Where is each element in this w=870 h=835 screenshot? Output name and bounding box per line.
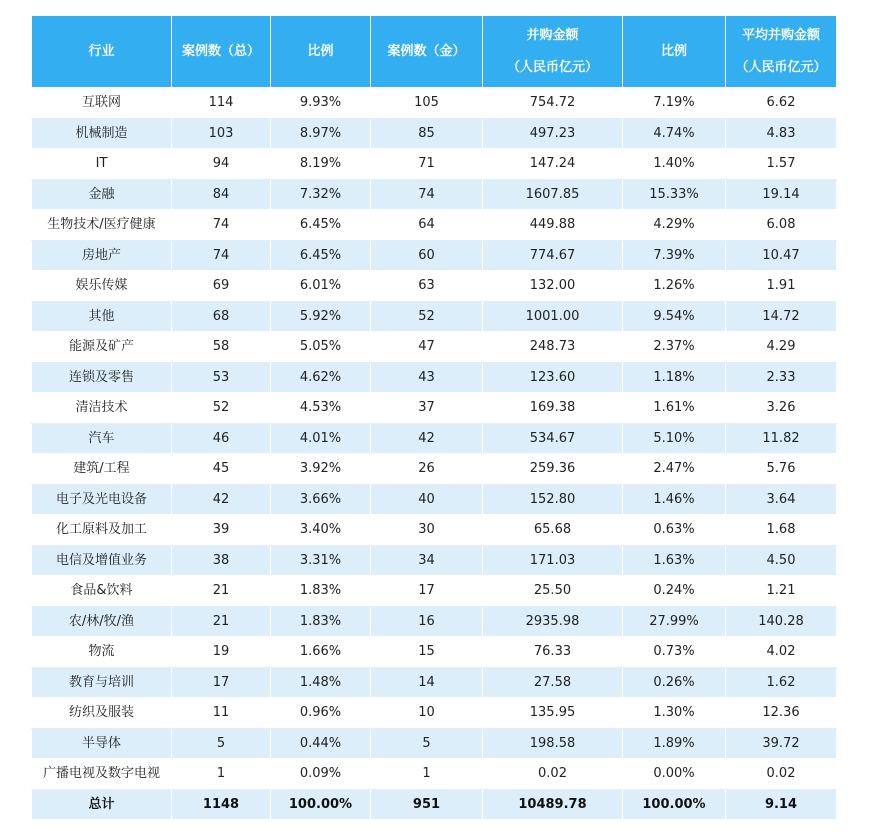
cell-ratio-amount: 0.26% bbox=[623, 667, 726, 698]
table-row bbox=[32, 515, 837, 546]
cell-avg-deal-amount: 19.14 bbox=[726, 179, 837, 210]
table-row bbox=[32, 179, 837, 210]
cell-ratio-amount: 9.54% bbox=[623, 301, 726, 332]
cell-deal-amount: 171.03 bbox=[483, 545, 623, 576]
cell-ratio-amount: 5.10% bbox=[623, 423, 726, 454]
table-row bbox=[32, 698, 837, 729]
table-row bbox=[32, 393, 837, 424]
cell-ratio-cases: 9.93% bbox=[271, 88, 371, 119]
total-cell-deal-amount: 10489.78 bbox=[483, 789, 623, 820]
cell-industry: 能源及矿产 bbox=[32, 332, 172, 363]
cell-deal-amount: 259.36 bbox=[483, 454, 623, 485]
cell-cases-disclosed: 40 bbox=[371, 484, 483, 515]
cell-industry: 汽车 bbox=[32, 423, 172, 454]
column-header-industry bbox=[32, 16, 172, 88]
table-row bbox=[32, 728, 837, 759]
column-header-unit: （人民币亿元） bbox=[735, 59, 827, 75]
cell-deal-amount: 27.58 bbox=[483, 667, 623, 698]
table-row bbox=[32, 484, 837, 515]
cell-cases-disclosed: 15 bbox=[371, 637, 483, 668]
cell-avg-deal-amount: 12.36 bbox=[726, 698, 837, 729]
cell-cases-total: 114 bbox=[172, 88, 271, 119]
cell-avg-deal-amount: 4.29 bbox=[726, 332, 837, 363]
cell-deal-amount: 534.67 bbox=[483, 423, 623, 454]
cell-cases-total: 45 bbox=[172, 454, 271, 485]
cell-ratio-cases: 6.45% bbox=[271, 240, 371, 271]
cell-avg-deal-amount: 4.83 bbox=[726, 118, 837, 149]
total-cell-ratio-cases: 100.00% bbox=[271, 789, 371, 820]
cell-deal-amount: 76.33 bbox=[483, 637, 623, 668]
cell-cases-disclosed: 47 bbox=[371, 332, 483, 363]
cell-ratio-amount: 7.19% bbox=[623, 88, 726, 119]
column-header-ratio-amount bbox=[623, 16, 726, 88]
cell-industry: 连锁及零售 bbox=[32, 362, 172, 393]
cell-avg-deal-amount: 10.47 bbox=[726, 240, 837, 271]
cell-ratio-amount: 0.63% bbox=[623, 515, 726, 546]
cell-ratio-amount: 0.24% bbox=[623, 576, 726, 607]
cell-industry: 生物技术/医疗健康 bbox=[32, 210, 172, 241]
cell-ratio-cases: 5.92% bbox=[271, 301, 371, 332]
column-header-label: 平均并购金额 bbox=[741, 27, 820, 43]
cell-cases-disclosed: 1 bbox=[371, 759, 483, 790]
cell-avg-deal-amount: 5.76 bbox=[726, 454, 837, 485]
cell-avg-deal-amount: 1.68 bbox=[726, 515, 837, 546]
cell-avg-deal-amount: 4.02 bbox=[726, 637, 837, 668]
cell-cases-disclosed: 34 bbox=[371, 545, 483, 576]
ma-industry-table bbox=[31, 15, 837, 820]
cell-deal-amount: 169.38 bbox=[483, 393, 623, 424]
cell-industry: 广播电视及数字电视 bbox=[32, 759, 172, 790]
cell-cases-disclosed: 63 bbox=[371, 271, 483, 302]
cell-ratio-cases: 4.01% bbox=[271, 423, 371, 454]
cell-ratio-cases: 0.44% bbox=[271, 728, 371, 759]
column-header-cases-total bbox=[172, 16, 271, 88]
cell-cases-total: 74 bbox=[172, 210, 271, 241]
cell-cases-disclosed: 85 bbox=[371, 118, 483, 149]
cell-deal-amount: 65.68 bbox=[483, 515, 623, 546]
column-header-deal-amount bbox=[483, 16, 623, 88]
cell-deal-amount: 132.00 bbox=[483, 271, 623, 302]
column-header-label: 案例数（金） bbox=[387, 43, 466, 59]
cell-cases-total: 103 bbox=[172, 118, 271, 149]
cell-industry: 建筑/工程 bbox=[32, 454, 172, 485]
cell-cases-disclosed: 5 bbox=[371, 728, 483, 759]
cell-deal-amount: 497.23 bbox=[483, 118, 623, 149]
cell-avg-deal-amount: 1.21 bbox=[726, 576, 837, 607]
total-cell-ratio-amount: 100.00% bbox=[623, 789, 726, 820]
cell-cases-disclosed: 71 bbox=[371, 149, 483, 180]
table-row bbox=[32, 606, 837, 637]
table-row bbox=[32, 759, 837, 790]
cell-cases-total: 68 bbox=[172, 301, 271, 332]
cell-deal-amount: 198.58 bbox=[483, 728, 623, 759]
column-header-ratio-cases bbox=[271, 16, 371, 88]
cell-cases-total: 52 bbox=[172, 393, 271, 424]
cell-ratio-amount: 4.74% bbox=[623, 118, 726, 149]
cell-industry: 物流 bbox=[32, 637, 172, 668]
table-row bbox=[32, 545, 837, 576]
cell-ratio-amount: 1.63% bbox=[623, 545, 726, 576]
cell-ratio-cases: 1.48% bbox=[271, 667, 371, 698]
cell-deal-amount: 0.02 bbox=[483, 759, 623, 790]
column-header-label: 行业 bbox=[88, 43, 115, 59]
total-row bbox=[32, 789, 837, 820]
cell-cases-total: 46 bbox=[172, 423, 271, 454]
table-row bbox=[32, 423, 837, 454]
cell-cases-disclosed: 64 bbox=[371, 210, 483, 241]
cell-ratio-amount: 1.30% bbox=[623, 698, 726, 729]
cell-deal-amount: 248.73 bbox=[483, 332, 623, 363]
cell-ratio-cases: 3.31% bbox=[271, 545, 371, 576]
table-row bbox=[32, 88, 837, 119]
cell-deal-amount: 754.72 bbox=[483, 88, 623, 119]
table-body bbox=[32, 88, 837, 790]
cell-cases-total: 1 bbox=[172, 759, 271, 790]
cell-avg-deal-amount: 6.08 bbox=[726, 210, 837, 241]
column-header-cases-disclosed bbox=[371, 16, 483, 88]
header-row bbox=[32, 16, 837, 88]
cell-industry: 机械制造 bbox=[32, 118, 172, 149]
cell-deal-amount: 135.95 bbox=[483, 698, 623, 729]
ma-industry-table-container bbox=[31, 15, 836, 820]
cell-cases-disclosed: 60 bbox=[371, 240, 483, 271]
table-row bbox=[32, 301, 837, 332]
cell-ratio-cases: 6.45% bbox=[271, 210, 371, 241]
cell-deal-amount: 2935.98 bbox=[483, 606, 623, 637]
cell-cases-total: 21 bbox=[172, 576, 271, 607]
cell-ratio-cases: 1.83% bbox=[271, 606, 371, 637]
total-cell-industry: 总计 bbox=[32, 789, 172, 820]
cell-ratio-amount: 1.46% bbox=[623, 484, 726, 515]
cell-industry: 其他 bbox=[32, 301, 172, 332]
cell-cases-disclosed: 52 bbox=[371, 301, 483, 332]
table-row bbox=[32, 240, 837, 271]
table-row bbox=[32, 118, 837, 149]
cell-ratio-amount: 1.89% bbox=[623, 728, 726, 759]
cell-cases-total: 19 bbox=[172, 637, 271, 668]
cell-avg-deal-amount: 1.91 bbox=[726, 271, 837, 302]
cell-ratio-amount: 0.00% bbox=[623, 759, 726, 790]
cell-ratio-cases: 3.92% bbox=[271, 454, 371, 485]
cell-cases-disclosed: 17 bbox=[371, 576, 483, 607]
cell-ratio-amount: 1.61% bbox=[623, 393, 726, 424]
cell-industry: 房地产 bbox=[32, 240, 172, 271]
cell-cases-disclosed: 74 bbox=[371, 179, 483, 210]
cell-cases-total: 84 bbox=[172, 179, 271, 210]
cell-cases-total: 74 bbox=[172, 240, 271, 271]
cell-cases-total: 38 bbox=[172, 545, 271, 576]
cell-avg-deal-amount: 39.72 bbox=[726, 728, 837, 759]
cell-ratio-amount: 2.37% bbox=[623, 332, 726, 363]
cell-cases-disclosed: 37 bbox=[371, 393, 483, 424]
cell-ratio-amount: 0.73% bbox=[623, 637, 726, 668]
cell-avg-deal-amount: 1.62 bbox=[726, 667, 837, 698]
cell-cases-disclosed: 43 bbox=[371, 362, 483, 393]
cell-ratio-cases: 1.83% bbox=[271, 576, 371, 607]
cell-industry: 娱乐传媒 bbox=[32, 271, 172, 302]
cell-industry: 金融 bbox=[32, 179, 172, 210]
cell-deal-amount: 147.24 bbox=[483, 149, 623, 180]
cell-avg-deal-amount: 3.64 bbox=[726, 484, 837, 515]
cell-industry: 互联网 bbox=[32, 88, 172, 119]
cell-cases-disclosed: 105 bbox=[371, 88, 483, 119]
cell-avg-deal-amount: 11.82 bbox=[726, 423, 837, 454]
cell-avg-deal-amount: 4.50 bbox=[726, 545, 837, 576]
table-row bbox=[32, 210, 837, 241]
cell-cases-total: 39 bbox=[172, 515, 271, 546]
cell-cases-total: 69 bbox=[172, 271, 271, 302]
table-row bbox=[32, 576, 837, 607]
cell-ratio-amount: 1.26% bbox=[623, 271, 726, 302]
cell-cases-disclosed: 16 bbox=[371, 606, 483, 637]
cell-industry: 清洁技术 bbox=[32, 393, 172, 424]
cell-cases-total: 94 bbox=[172, 149, 271, 180]
cell-cases-total: 21 bbox=[172, 606, 271, 637]
cell-ratio-cases: 0.96% bbox=[271, 698, 371, 729]
cell-industry: 农/林/牧/渔 bbox=[32, 606, 172, 637]
cell-ratio-amount: 27.99% bbox=[623, 606, 726, 637]
cell-avg-deal-amount: 3.26 bbox=[726, 393, 837, 424]
table-row bbox=[32, 149, 837, 180]
cell-industry: IT bbox=[32, 149, 172, 180]
table-row bbox=[32, 667, 837, 698]
cell-ratio-amount: 2.47% bbox=[623, 454, 726, 485]
cell-cases-disclosed: 42 bbox=[371, 423, 483, 454]
cell-cases-disclosed: 30 bbox=[371, 515, 483, 546]
column-header-label: 比例 bbox=[307, 43, 334, 59]
cell-industry: 电信及增值业务 bbox=[32, 545, 172, 576]
cell-deal-amount: 1001.00 bbox=[483, 301, 623, 332]
table-row bbox=[32, 332, 837, 363]
table-row bbox=[32, 271, 837, 302]
cell-ratio-cases: 0.09% bbox=[271, 759, 371, 790]
cell-ratio-amount: 1.18% bbox=[623, 362, 726, 393]
cell-ratio-amount: 1.40% bbox=[623, 149, 726, 180]
cell-ratio-cases: 6.01% bbox=[271, 271, 371, 302]
table-row bbox=[32, 362, 837, 393]
cell-deal-amount: 1607.85 bbox=[483, 179, 623, 210]
column-header-label: 并购金额 bbox=[526, 27, 579, 43]
cell-industry: 化工原料及加工 bbox=[32, 515, 172, 546]
cell-industry: 食品&饮料 bbox=[32, 576, 172, 607]
cell-deal-amount: 152.80 bbox=[483, 484, 623, 515]
cell-cases-disclosed: 26 bbox=[371, 454, 483, 485]
cell-deal-amount: 449.88 bbox=[483, 210, 623, 241]
cell-cases-total: 53 bbox=[172, 362, 271, 393]
cell-avg-deal-amount: 14.72 bbox=[726, 301, 837, 332]
cell-ratio-cases: 3.66% bbox=[271, 484, 371, 515]
cell-avg-deal-amount: 2.33 bbox=[726, 362, 837, 393]
table-row bbox=[32, 637, 837, 668]
cell-industry: 电子及光电设备 bbox=[32, 484, 172, 515]
cell-avg-deal-amount: 140.28 bbox=[726, 606, 837, 637]
cell-ratio-cases: 4.53% bbox=[271, 393, 371, 424]
cell-ratio-cases: 8.19% bbox=[271, 149, 371, 180]
cell-ratio-cases: 7.32% bbox=[271, 179, 371, 210]
cell-cases-total: 17 bbox=[172, 667, 271, 698]
cell-avg-deal-amount: 6.62 bbox=[726, 88, 837, 119]
cell-cases-total: 5 bbox=[172, 728, 271, 759]
cell-cases-disclosed: 10 bbox=[371, 698, 483, 729]
cell-deal-amount: 123.60 bbox=[483, 362, 623, 393]
cell-cases-disclosed: 14 bbox=[371, 667, 483, 698]
column-header-label: 案例数（总） bbox=[181, 43, 260, 59]
cell-cases-total: 58 bbox=[172, 332, 271, 363]
cell-ratio-amount: 7.39% bbox=[623, 240, 726, 271]
cell-ratio-cases: 1.66% bbox=[271, 637, 371, 668]
cell-deal-amount: 25.50 bbox=[483, 576, 623, 607]
cell-ratio-cases: 3.40% bbox=[271, 515, 371, 546]
cell-cases-total: 42 bbox=[172, 484, 271, 515]
cell-industry: 教育与培训 bbox=[32, 667, 172, 698]
cell-ratio-cases: 5.05% bbox=[271, 332, 371, 363]
column-header-unit: （人民币亿元） bbox=[506, 59, 598, 75]
table-row bbox=[32, 454, 837, 485]
cell-ratio-cases: 8.97% bbox=[271, 118, 371, 149]
cell-ratio-amount: 15.33% bbox=[623, 179, 726, 210]
cell-avg-deal-amount: 0.02 bbox=[726, 759, 837, 790]
cell-cases-total: 11 bbox=[172, 698, 271, 729]
cell-industry: 半导体 bbox=[32, 728, 172, 759]
cell-ratio-amount: 4.29% bbox=[623, 210, 726, 241]
total-cell-cases-disclosed: 951 bbox=[371, 789, 483, 820]
cell-industry: 纺织及服装 bbox=[32, 698, 172, 729]
total-cell-avg-deal-amount: 9.14 bbox=[726, 789, 837, 820]
cell-deal-amount: 774.67 bbox=[483, 240, 623, 271]
total-cell-cases-total: 1148 bbox=[172, 789, 271, 820]
cell-ratio-cases: 4.62% bbox=[271, 362, 371, 393]
cell-avg-deal-amount: 1.57 bbox=[726, 149, 837, 180]
column-header-label: 比例 bbox=[660, 43, 687, 59]
column-header-avg-deal-amount bbox=[726, 16, 837, 88]
